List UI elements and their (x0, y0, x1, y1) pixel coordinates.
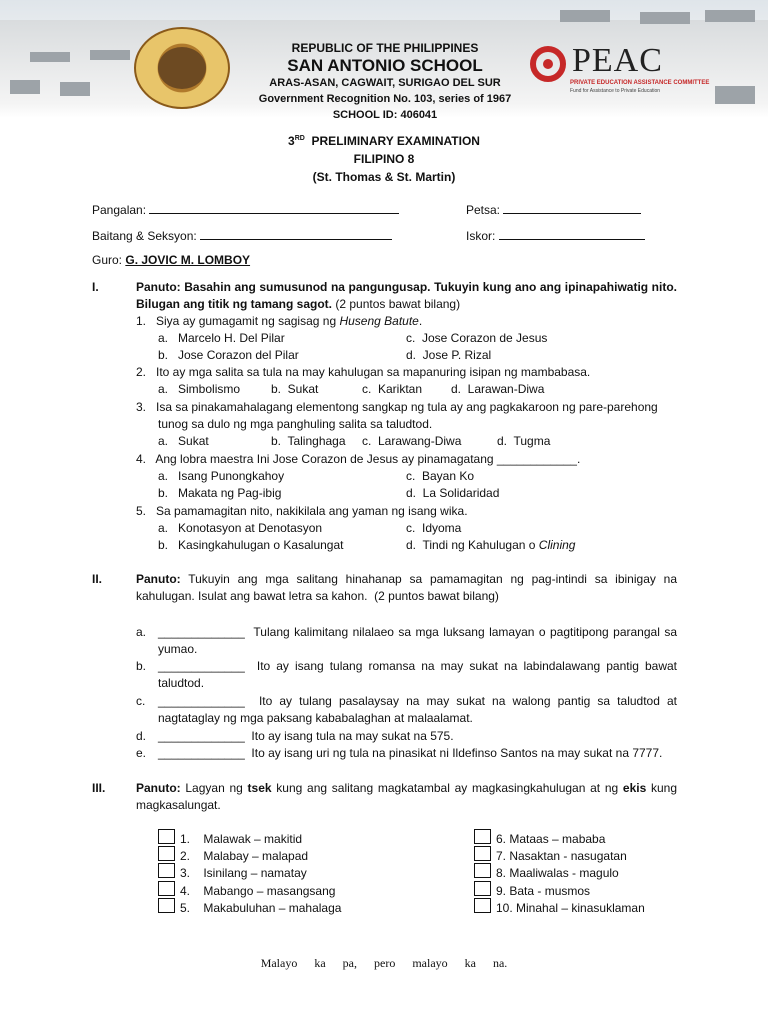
building-window (60, 82, 90, 96)
school-id: SCHOOL ID: 406041 (332, 109, 438, 118)
q5-option-d[interactable] (406, 537, 575, 554)
q5: 5. Sa pamamagitan nito, nakikilala ang yaman ng isang wika. (136, 504, 468, 518)
q1-end: . (418, 314, 423, 328)
exam-subject: FILIPINO 8 (353, 152, 415, 166)
pair-item-9: 9. Bata - musmos (496, 884, 591, 898)
answer-box-5[interactable] (158, 898, 175, 913)
part-2-instr-1: Tukuyin ang mga salitang hinahanap sa pamamagitan ng pag-intindi sa ibinigay na (180, 572, 677, 586)
part-3-panuto: Panuto: (136, 781, 181, 795)
motto: Malayo ka pa, pero malayo ka na. (260, 956, 508, 970)
q2-option-a[interactable]: a. Simbolismo (158, 382, 241, 396)
q5-option-a[interactable]: a. Konotasyon at Denotasyon (158, 521, 323, 535)
answer-box-2[interactable] (158, 846, 175, 861)
answer-box-7[interactable] (474, 846, 491, 861)
grade-section-field (92, 228, 392, 243)
q4-option-a[interactable]: a. Isang Punongkahoy (158, 469, 285, 483)
part-2-b-text: _____________ Ito ay isang tulang romansa na may sukat na labindalawang pantig bawat (158, 659, 677, 673)
q4: 4. Ang lobra maestra Ini Jose Corazon de Jesus ay pinamagatang ____________. (136, 452, 581, 466)
q4-option-d[interactable]: d. La Solidaridad (406, 486, 500, 500)
answer-box-4[interactable] (158, 881, 175, 896)
building-window (705, 10, 755, 22)
part-1-instr-1: Basahin ang sumusunod na pangungusap. Tukuyin kung ano ang ipinapahiwatig nito. (180, 280, 677, 294)
q1-option-a[interactable]: a. Marcelo H. Del Pilar (158, 331, 285, 345)
part-3-instr-b: kung ang salitang magkatambal ay magkasingkahulugan at ng (271, 781, 623, 795)
name-label: Pangalan: (92, 203, 147, 217)
republic-text: REPUBLIC OF THE PHILIPPINES (291, 41, 479, 55)
recognition-text: Government Recognition No. 103, series of 1967 (258, 93, 512, 105)
name-field (92, 202, 399, 217)
pair-item-10: 10. Minahal – kinasuklaman (496, 901, 645, 915)
answer-box-10[interactable] (474, 898, 491, 913)
part-3-number: III. (92, 781, 106, 795)
score-label: Iskor: (466, 229, 496, 243)
part-1-number: I. (92, 280, 99, 294)
q1-text: 1. Siya ay gumagamit ng sagisag ng (136, 314, 340, 328)
part-1-instructions (136, 279, 677, 313)
exam-title-text: PRELIMINARY EXAMINATION (311, 134, 480, 148)
q5-option-b[interactable]: b. Kasingkahulugan o Kasalungat (158, 538, 344, 552)
pair-item-2: 2. Malabay – malapad (180, 849, 309, 863)
building-window (715, 86, 755, 104)
q3-option-b[interactable]: b. Talinghaga (271, 434, 346, 448)
q1-italic: Huseng Batute (339, 314, 419, 328)
part-2-instr-line-1 (136, 571, 677, 588)
part-2-c-letter: c. (136, 694, 146, 708)
part-1-panuto: Panuto: (136, 280, 181, 294)
part-2-a[interactable] (158, 624, 677, 658)
q1-option-d[interactable]: d. Jose P. Rizal (406, 348, 492, 362)
answer-box-6[interactable] (474, 829, 491, 844)
grade-section-label: Baitang & Seksyon: (92, 229, 197, 243)
part-1-instr-line-1 (136, 279, 677, 296)
part-3-ekis: ekis (622, 781, 647, 795)
answer-box-9[interactable] (474, 881, 491, 896)
part-2-c-text-2: nagtataglay ng mga paksang kababalaghan at malaalamat. (158, 711, 473, 725)
pair-item-3: 3. Isinilang – namatay (180, 866, 307, 880)
exam-ordinal: 3 (288, 134, 295, 148)
school-address: ARAS-ASAN, CAGWAIT, SURIGAO DEL SUR (269, 77, 501, 89)
date-label: Petsa: (466, 203, 501, 217)
q3-line-2: tunog sa dulo ng mga panghuling salita sa taludtod. (158, 417, 433, 431)
pair-item-8: 8. Maaliwalas - magulo (496, 866, 619, 880)
building-window (560, 10, 610, 22)
date-blank[interactable] (503, 202, 641, 214)
part-2-a-letter: a. (136, 625, 147, 639)
date-field (466, 202, 641, 217)
part-1-points: (2 puntos bawat bilang) (332, 297, 461, 311)
pair-item-7: 7. Nasaktan - nasugatan (496, 849, 627, 863)
seal-emblem (158, 47, 206, 89)
part-3-instr-c: kung (646, 781, 678, 795)
q3-option-c[interactable]: c. Larawang-Diwa (362, 434, 462, 448)
answer-box-8[interactable] (474, 863, 491, 878)
score-field (466, 228, 645, 243)
part-2-panuto: Panuto: (136, 572, 181, 586)
q3: 3. Isa sa pinakamahalagang elementong sangkap ng tula ay ang pagkakaroon ng pare-parehong (136, 400, 658, 414)
score-blank[interactable] (499, 228, 645, 240)
answer-box-1[interactable] (158, 829, 175, 844)
grade-section-blank[interactable] (200, 228, 392, 240)
part-2-number: II. (92, 572, 103, 586)
part-2-c-text: _____________ Ito ay tulang pasalaysay na may sukat na walong pantig sa taludtod at (158, 694, 677, 708)
building-window (90, 50, 130, 60)
pair-item-5: 5. Makabuluhan – mahalaga (180, 901, 342, 915)
building-window (10, 80, 40, 94)
q2-option-b[interactable]: b. Sukat (271, 382, 319, 396)
teacher-field (92, 253, 250, 267)
part-3-instr-a: Lagyan ng (180, 781, 248, 795)
header-banner (0, 0, 768, 118)
q2: 2. Ito ay mga salita sa tula na may kahulugan sa mapanuring isipan ng mambabasa. (136, 365, 591, 379)
building-window (640, 12, 690, 24)
school-seal-logo (134, 27, 230, 109)
q5-option-d-italic: Clining (538, 538, 576, 552)
part-3-tsek: tsek (247, 781, 272, 795)
exam-title-line (0, 130, 768, 150)
q5-option-d-text: d. Tindi ng Kahulugan o (406, 538, 539, 552)
school-header (230, 40, 540, 118)
part-3-instr-line-2: magkasalungat. (136, 798, 221, 812)
answer-box-3[interactable] (158, 863, 175, 878)
q3-option-d[interactable]: d. Tugma (497, 434, 551, 448)
part-1-instr-line-2 (136, 296, 677, 313)
q2-option-d[interactable]: d. Larawan-Diwa (451, 382, 545, 396)
part-1-instr-2: Bilugan ang titik ng tamang sagot. (136, 297, 333, 311)
part-2-instr-line-2: kahulugan. Isulat ang bawat letra sa kahon. (2 puntos bawat bilang) (136, 589, 499, 603)
q1 (136, 313, 422, 330)
part-2-c[interactable] (158, 693, 677, 727)
part-2-d[interactable]: _____________ Ito ay isang tula na may sukat na 575. (158, 729, 454, 743)
q4-option-c[interactable]: c. Bayan Ko (406, 469, 475, 483)
school-name: SAN ANTONIO SCHOOL (287, 56, 483, 75)
peac-wordmark: PEAC (572, 42, 663, 79)
building-window (30, 52, 70, 62)
q5-option-c[interactable]: c. Idyoma (406, 521, 462, 535)
part-2-a-text-2: yumao. (158, 642, 198, 656)
q1-option-b[interactable]: b. Jose Corazon del Pilar (158, 348, 299, 362)
peac-mark-icon (530, 46, 566, 82)
q1-option-c[interactable]: c. Jose Corazon de Jesus (406, 331, 548, 345)
q2-option-c[interactable]: c. Kariktan (362, 382, 423, 396)
exam-title (0, 130, 768, 186)
part-2-e[interactable]: _____________ Ito ay isang uri ng tula na pinasikat ni Ildefinso Santos na may sukat na 7777. (158, 746, 663, 760)
peac-logo (530, 44, 716, 98)
exam-sections: (St. Thomas & St. Martin) (312, 170, 456, 184)
part-2-instructions (136, 571, 677, 605)
teacher-name: G. JOVIC M. LOMBOY (125, 253, 251, 267)
teacher-label: Guro: (92, 253, 123, 267)
part-2-b[interactable] (158, 658, 677, 692)
exam-ordinal-suffix: RD (294, 135, 305, 142)
name-blank[interactable] (149, 202, 399, 214)
part-2-b-letter: b. (136, 659, 147, 673)
part-2-d-letter: d. (136, 729, 147, 743)
part-3-instr-line-1 (136, 780, 677, 797)
pair-item-4: 4. Mabango – masangsang (180, 884, 336, 898)
pair-item-1: 1. Malawak – makitid (180, 832, 303, 846)
part-2-b-text-2: taludtod. (158, 676, 205, 690)
pair-item-6: 6. Mataas – mababa (496, 832, 606, 846)
peac-subtitle: PRIVATE EDUCATION ASSISTANCE COMMITTEE (570, 80, 710, 86)
q3-option-a[interactable]: a. Sukat (158, 434, 209, 448)
peac-subtitle-2: Fund for Assistance to Private Education (570, 88, 661, 94)
q4-option-b[interactable]: b. Makata ng Pag-ibig (158, 486, 282, 500)
part-2-e-letter: e. (136, 746, 147, 760)
part-2-a-text: _____________ Tulang kalimitang nilalaeo sa mga luksang lamayan o pagtitipong parangal sa (158, 625, 677, 639)
part-3-instructions (136, 780, 677, 814)
